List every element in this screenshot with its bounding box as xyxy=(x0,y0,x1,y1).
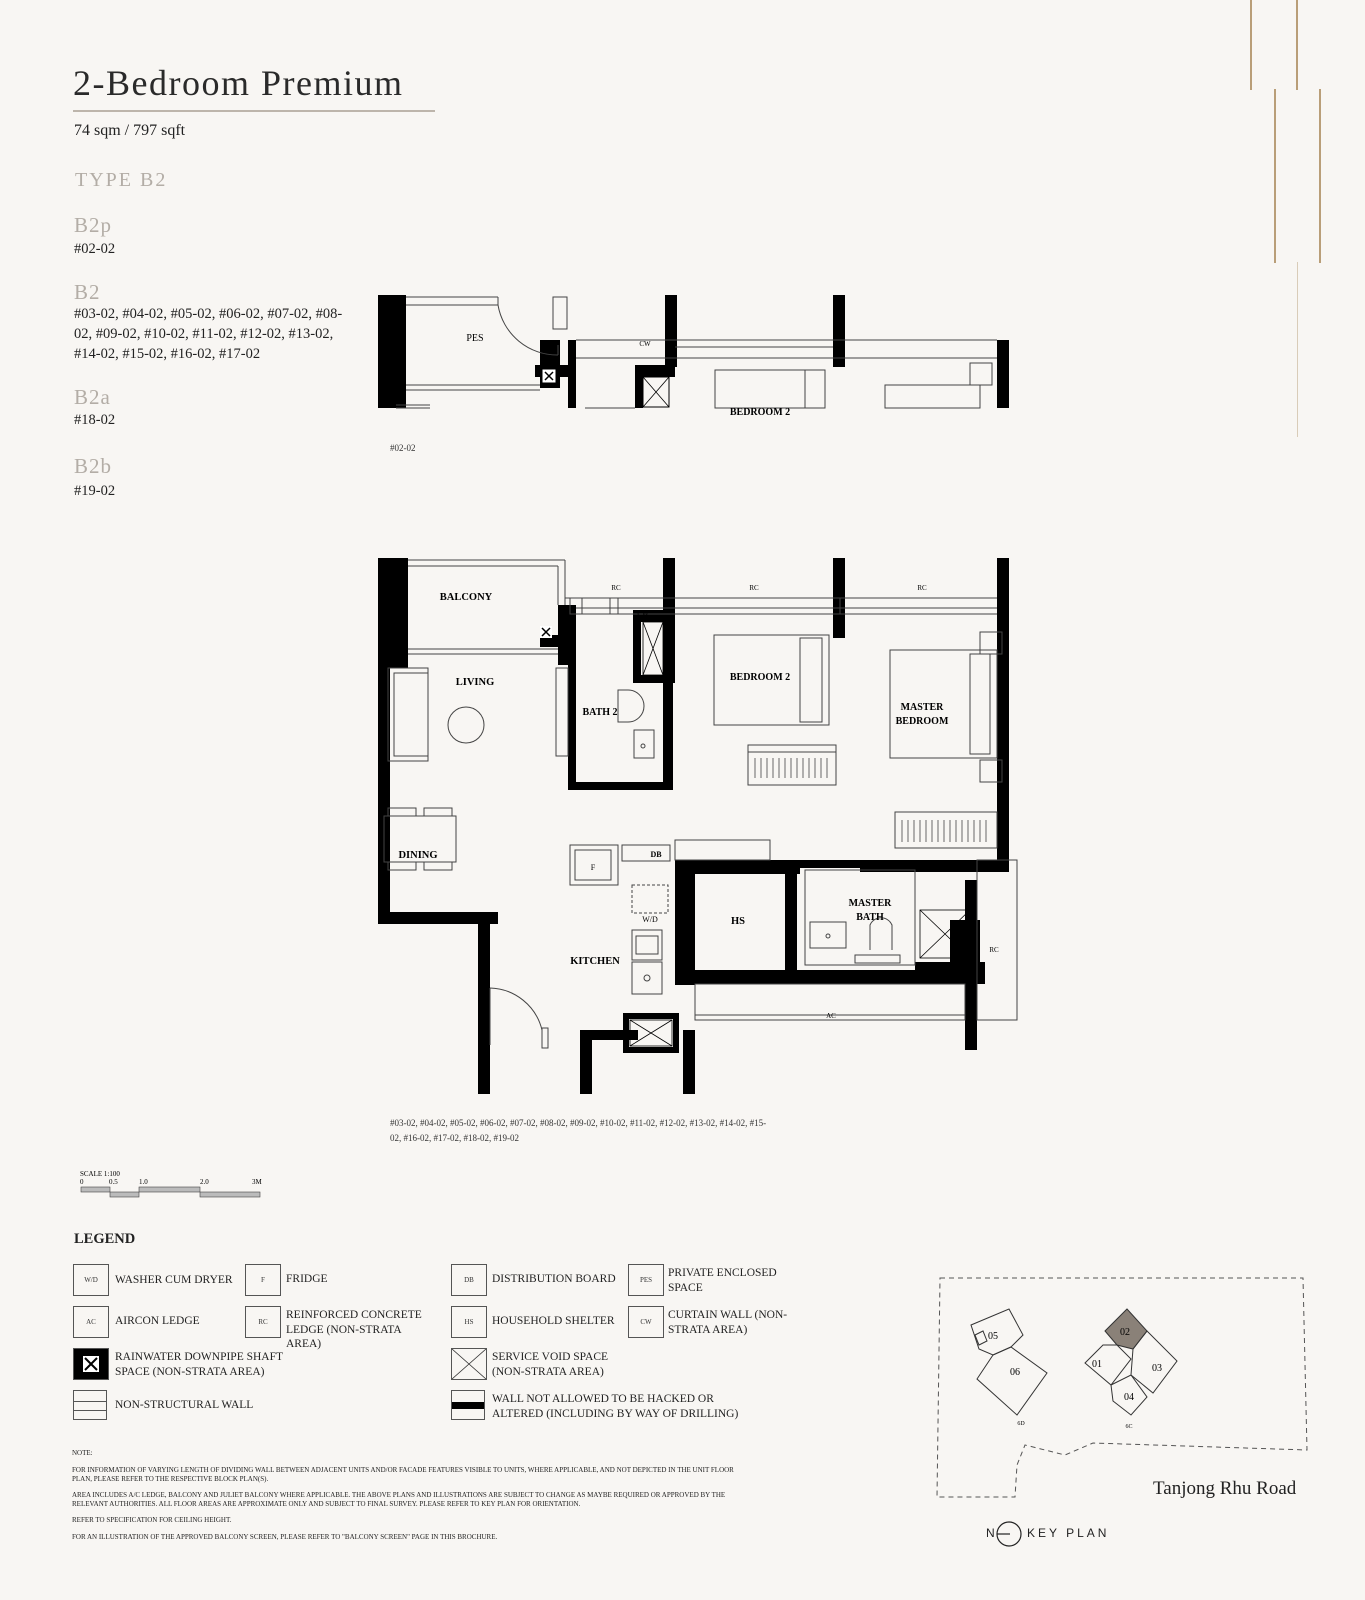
scale-title: SCALE 1:100 xyxy=(80,1170,120,1178)
legend-text: RAINWATER DOWNPIPE SHAFT SPACE (NON-STRATA AREA) xyxy=(115,1351,283,1378)
keyplan-label: KEY PLAN xyxy=(1027,1526,1110,1540)
keyplan-block: 6C xyxy=(1125,1424,1133,1430)
legend-code: F xyxy=(245,1264,281,1296)
non-structural-wall-icon xyxy=(73,1390,107,1420)
label-balcony: BALCONY xyxy=(439,592,493,603)
floor-plan-b2 xyxy=(370,550,1030,1100)
keyplan-unit-02: 02 xyxy=(1120,1327,1130,1338)
variant-name: B2p xyxy=(74,213,113,237)
plan-caption-b2p: #02-02 xyxy=(390,443,416,453)
label-pes: PES xyxy=(466,333,484,344)
keyplan-block: 6D xyxy=(1017,1421,1025,1427)
keyplan-unit-03: 03 xyxy=(1152,1363,1162,1374)
label-bath-2: BATH 2 xyxy=(582,707,618,718)
scale-bar xyxy=(78,1167,278,1203)
legend-text: CURTAIN WALL (NON-STRATA AREA) xyxy=(668,1309,788,1336)
label-wd: W/D xyxy=(642,915,658,924)
label-bedroom-2: BEDROOM 2 xyxy=(729,407,791,418)
unit-type: TYPE B2 xyxy=(75,169,168,191)
structural-wall-icon xyxy=(451,1390,485,1420)
variant-units: #19-02 xyxy=(74,483,116,499)
scale-tick: 3M xyxy=(252,1178,262,1186)
legend-text: WASHER CUM DRYER xyxy=(115,1274,233,1286)
label-rc: RC xyxy=(989,946,999,954)
label-ac: AC xyxy=(826,1012,836,1020)
legend-title: LEGEND xyxy=(74,1231,136,1247)
variant-name: B2b xyxy=(74,454,113,478)
label-rc: RC xyxy=(749,584,759,592)
unit-area: 74 sqm / 797 sqft xyxy=(74,122,186,139)
legend-text: SERVICE VOID SPACE (NON-STRATA AREA) xyxy=(492,1351,609,1378)
legend-code: CW xyxy=(628,1306,664,1338)
keyplan-unit-04: 04 xyxy=(1124,1392,1134,1403)
scale-tick: 0 xyxy=(80,1178,84,1186)
label-cw: CW xyxy=(637,610,649,618)
label-master-bedroom: MASTER xyxy=(900,702,944,713)
scale-tick: 2.0 xyxy=(200,1178,209,1186)
plan-caption-b2: #03-02, #04-02, #05-02, #06-02, #07-02, #08-02, #09-02, #10-02, #11-02, #12-02, #13-02, #14-02, #15-02, #16-02, #17-02, #18-02, #19-02 xyxy=(390,1118,767,1143)
legend-code: RC xyxy=(245,1306,281,1338)
keyplan-unit-01: 01 xyxy=(1092,1359,1102,1370)
legend-code: PES xyxy=(628,1264,664,1296)
variant-units: #02-02 xyxy=(74,241,116,257)
rainwater-icon xyxy=(73,1348,109,1380)
legend-text: WALL NOT ALLOWED TO BE HACKED OR ALTERED (INCLUDING BY WAY OF DRILLING) xyxy=(492,1393,739,1420)
variant-name: B2a xyxy=(74,385,111,409)
decor-line-1 xyxy=(1250,0,1252,90)
label-kitchen: KITCHEN xyxy=(570,956,620,967)
floor-plan-b2p xyxy=(370,285,1020,425)
label-bedroom-2: BEDROOM 2 xyxy=(729,672,791,683)
decor-line-4 xyxy=(1319,89,1321,263)
legend-text: REINFORCED CONCRETE LEDGE (NON-STRATA AREA) xyxy=(286,1309,422,1350)
label-cw: CW xyxy=(639,340,651,348)
legend-code: W/D xyxy=(73,1264,109,1296)
label-rc: RC xyxy=(917,584,927,592)
decor-line-3 xyxy=(1274,89,1276,263)
label-f: F xyxy=(590,863,596,872)
label-rc: RC xyxy=(611,584,621,592)
north-label: N xyxy=(986,1526,995,1540)
label-master-bath: MASTER xyxy=(848,898,892,909)
variant-name: B2 xyxy=(74,280,101,304)
variant-units: #03-02, #04-02, #05-02, #06-02, #07-02, #08-02, #09-02, #10-02, #11-02, #12-02, #13-02, #14-02, #15-02, #16-02, #17-02 xyxy=(74,306,343,362)
decor-line-2 xyxy=(1296,0,1298,90)
keyplan-unit-06: 06 xyxy=(1010,1367,1020,1378)
note-line: FOR AN ILLUSTRATION OF THE APPROVED BALCONY SCREEN, PLEASE REFER TO "BALCONY SCREEN" PAGE IN THIS BROCHURE. xyxy=(72,1533,498,1541)
decor-line-5 xyxy=(1297,262,1298,437)
label-hs: HS xyxy=(730,916,746,927)
note-line: FOR INFORMATION OF VARYING LENGTH OF DIVIDING WALL BETWEEN ADJACENT UNITS AND/OR FACADE FEATURES VISIBLE TO UNITS, WHERE APPLICABLE, AND NOT DEPICTED IN THE UNIT FLOOR PLAN, PLEASE REFER TO THE RESPECTIVE BLOCK PLAN(S). xyxy=(72,1466,734,1483)
service-void-icon xyxy=(451,1348,487,1380)
key-plan xyxy=(935,1275,1315,1505)
note-line: REFER TO SPECIFICATION FOR CEILING HEIGHT. xyxy=(72,1516,232,1524)
label-living: LIVING xyxy=(455,677,495,688)
label-master-bedroom: BEDROOM xyxy=(895,716,949,727)
legend-text: FRIDGE xyxy=(286,1273,328,1285)
label-master-bath: BATH xyxy=(856,912,884,923)
label-dining: DINING xyxy=(398,850,438,861)
legend-text: HOUSEHOLD SHELTER xyxy=(492,1315,615,1327)
legend-text: DISTRIBUTION BOARD xyxy=(492,1273,616,1285)
legend-code: HS xyxy=(451,1306,487,1338)
title-divider xyxy=(73,110,435,112)
variant-units: #18-02 xyxy=(74,412,116,428)
scale-tick: 1.0 xyxy=(139,1178,148,1186)
legend-text: PRIVATE ENCLOSED SPACE xyxy=(668,1267,777,1294)
legend-code: DB xyxy=(451,1264,487,1296)
notes-title: NOTE: xyxy=(72,1449,93,1457)
keyplan-unit-05: 05 xyxy=(988,1331,998,1342)
legend-text: NON-STRUCTURAL WALL xyxy=(115,1399,254,1411)
label-db: DB xyxy=(650,850,662,859)
legend-code: AC xyxy=(73,1306,109,1338)
note-line: AREA INCLUDES A/C LEDGE, BALCONY AND JULIET BALCONY WHERE APPLICABLE. THE ABOVE PLANS AND ILLUSTRATIONS ARE SUBJECT TO CHANGE AS MAYBE REQUIRED OR APPROVED BY THE RELEVANT AUTHORITIES. ALL FLOOR AREAS ARE APPROXIMATE ONLY AND SUBJECT TO FINAL SURVEY. PLEASE REFER TO KEY PLAN FOR ORIENTATION. xyxy=(72,1491,726,1508)
scale-tick: 0.5 xyxy=(109,1178,118,1186)
page-title: 2-Bedroom Premium xyxy=(73,63,404,103)
legend-text: AIRCON LEDGE xyxy=(115,1315,200,1327)
road-name: Tanjong Rhu Road xyxy=(1153,1478,1297,1499)
